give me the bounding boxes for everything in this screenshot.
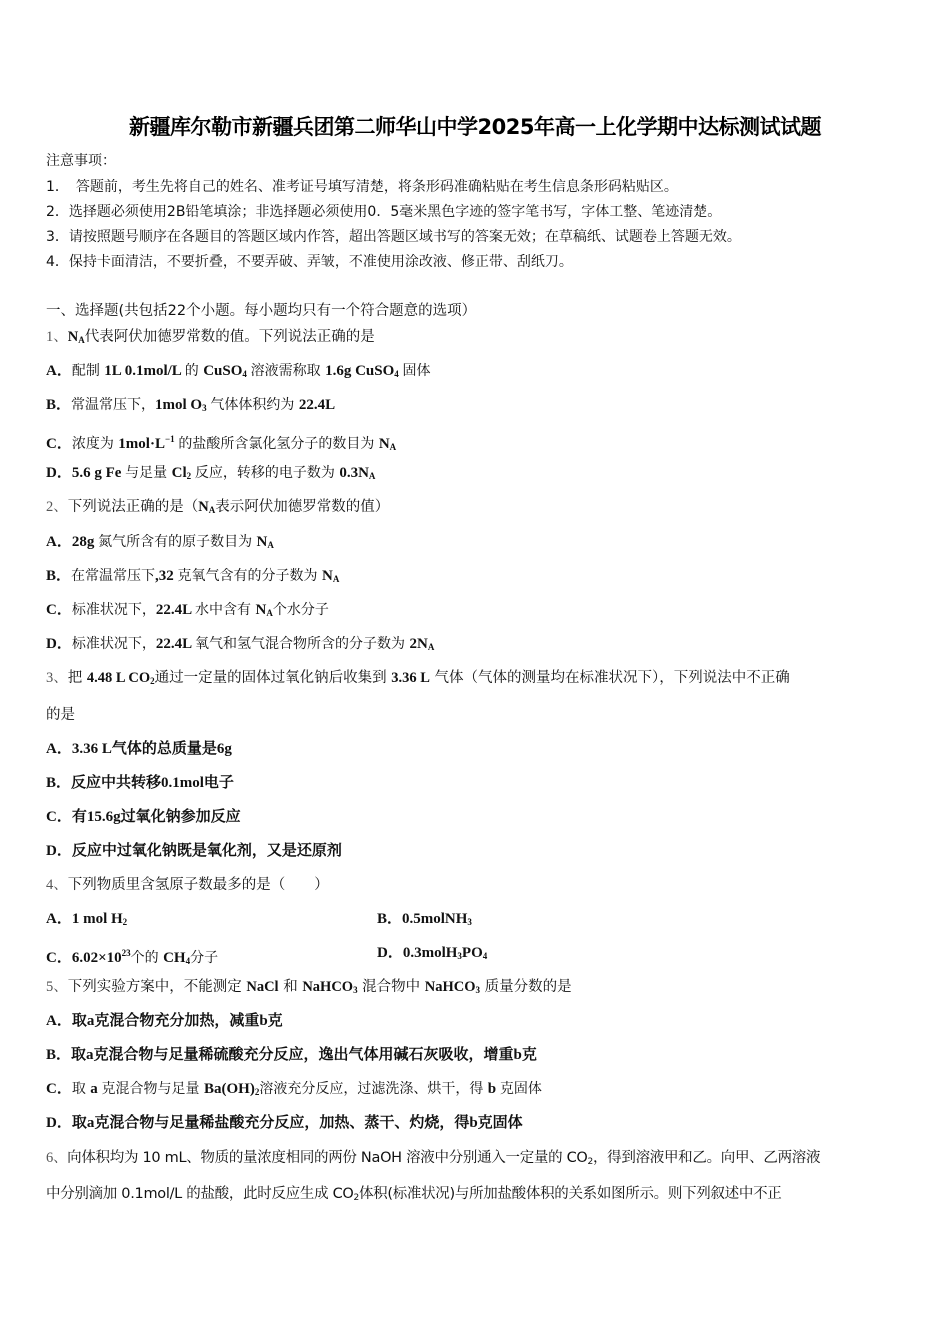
question-3-option-b[interactable]: B．反应中共转移0.1mol电子 bbox=[46, 775, 234, 791]
question-number: 6、 bbox=[46, 1150, 68, 1166]
question-2-stem: 2、下列说法正确的是（$N_A$表示阿伏加德罗常数的值） bbox=[46, 499, 390, 515]
question-3-option-a[interactable]: A．3.36 L气体的总质量是6g bbox=[46, 741, 232, 757]
question-3-stem-line-1: 3、把 4.48 L $CO_2$通过一定量的固体过氧化钠后收集到 3.36 L 气体（气体的测量均在标准状况下），下列说法中不正确 bbox=[46, 670, 790, 686]
question-3-option-c[interactable]: C．有15.6g过氧化钠参加反应 bbox=[46, 809, 241, 825]
question-2-option-c[interactable]: C．标准状况下，22.4L 水中含有 $N_A$个水分子 bbox=[46, 602, 329, 618]
question-number: 1、 bbox=[46, 329, 68, 345]
question-1-stem: 1、$N_A$代表阿伏加德罗常数的值。下列说法正确的是 bbox=[46, 329, 375, 345]
notice-item-4: 4．保持卡面清洁，不要折叠，不要弄破、弄皱，不准使用涂改液、修正带、刮纸刀。 bbox=[46, 254, 573, 270]
question-5-option-a[interactable]: A．取a克混合物充分加热，减重b克 bbox=[46, 1013, 283, 1029]
question-6-stem-line-1: 6、向体积均为 10 mL、物质的量浓度相同的两份 NaOH 溶液中分别通入一定量的 $CO_2$，得到溶液甲和乙。向甲、乙两溶液 bbox=[46, 1150, 821, 1167]
notice-heading: 注意事项： bbox=[46, 153, 116, 169]
question-1-option-a[interactable]: A．配制 1L 0.1mol/L 的 CuSO$_4$ 溶液需称取 1.6g CuSO$_4$ 固体 bbox=[46, 363, 431, 379]
question-5-option-b[interactable]: B．取a克混合物与足量稀硫酸充分反应，逸出气体用碱石灰吸收，增重b克 bbox=[46, 1047, 537, 1063]
question-2-option-d[interactable]: D．标准状况下，22.4L 氧气和氢气混合物所含的分子数为 $2N_A$ bbox=[46, 636, 435, 652]
question-1-option-b[interactable]: B．常温常压下，1mol $O_3$ 气体体积约为 22.4L bbox=[46, 397, 336, 413]
question-number: 5、 bbox=[46, 979, 68, 995]
question-6-stem-line-2: 中分别滴加 0.1mol/L 的盐酸，此时反应生成 $CO_2$体积(标准状况)与所加盐酸体积的关系如图所示。则下列叙述中不正 bbox=[46, 1186, 782, 1203]
question-number: 2、 bbox=[46, 499, 68, 515]
question-number: 4、 bbox=[46, 877, 68, 893]
notice-item-1: 1． 答题前，考生先将自己的姓名、准考证号填写清楚，将条形码准确粘贴在考生信息条形码粘贴区。 bbox=[46, 179, 678, 195]
question-4-option-c[interactable]: C．$6.02\times 10^{23}$个的 $CH_4$分子 bbox=[46, 948, 219, 966]
section-heading: 一、选择题(共包括22个小题。每小题均只有一个符合题意的选项） bbox=[46, 303, 477, 319]
question-4-option-d[interactable]: D．$0.3molH_3PO_4$ bbox=[377, 945, 488, 961]
question-3-stem-line-2: 的是 bbox=[46, 707, 75, 723]
notice-item-3: 3．请按照题号顺序在各题目的答题区域内作答，超出答题区域书写的答案无效；在草稿纸、试题卷上答题无效。 bbox=[46, 229, 741, 245]
question-number: 3、 bbox=[46, 670, 68, 686]
question-5-option-d[interactable]: D．取a克混合物与足量稀盐酸充分反应，加热、蒸干、灼烧，得b克固体 bbox=[46, 1115, 523, 1131]
question-3-option-d[interactable]: D．反应中过氧化钠既是氧化剂，又是还原剂 bbox=[46, 843, 342, 859]
question-1-option-c[interactable]: C．浓度为 $1mol\cdot L^{-1}$ 的盐酸所含氯化氢分子的数目为 $N_A$ bbox=[46, 434, 397, 452]
question-4-stem bbox=[46, 875, 329, 895]
question-4-option-a[interactable]: A．1 mol $H_2$ bbox=[46, 911, 128, 927]
question-5-option-c[interactable]: C．取 a 克混合物与足量 $Ba(OH)_2$溶液充分反应，过滤洗涤、烘干，得 b 克固体 bbox=[46, 1081, 542, 1097]
page-title: 新疆库尔勒市新疆兵团第二师华山中学2025年高一上化学期中达标测试试题 bbox=[129, 115, 821, 139]
notice-item-2: 2．选择题必须使用2B铅笔填涂；非选择题必须使用0．5毫米黑色字迹的签字笔书写，字体工整、笔迹清楚。 bbox=[46, 204, 722, 220]
question-4-option-b[interactable]: B．0.5molNH$_3$ bbox=[377, 911, 472, 927]
question-2-option-b[interactable]: B．在常温常压下,32 克氧气含有的分子数为 $N_A$ bbox=[46, 568, 340, 584]
question-5-stem: 5、下列实验方案中，不能测定 NaCl 和 NaHCO$_3$ 混合物中 NaHCO$_3$ 质量分数的是 bbox=[46, 979, 572, 995]
question-1-option-d[interactable]: D．5.6 g Fe 与足量 $Cl_2$ 反应，转移的电子数为 $0.3N_A$ bbox=[46, 465, 376, 481]
question-2-option-a[interactable]: A．28g 氮气所含有的原子数目为 $N_A$ bbox=[46, 534, 274, 550]
question-4-stem-text: 下列物质里含氢原子数最多的是（ ） bbox=[67, 877, 329, 893]
